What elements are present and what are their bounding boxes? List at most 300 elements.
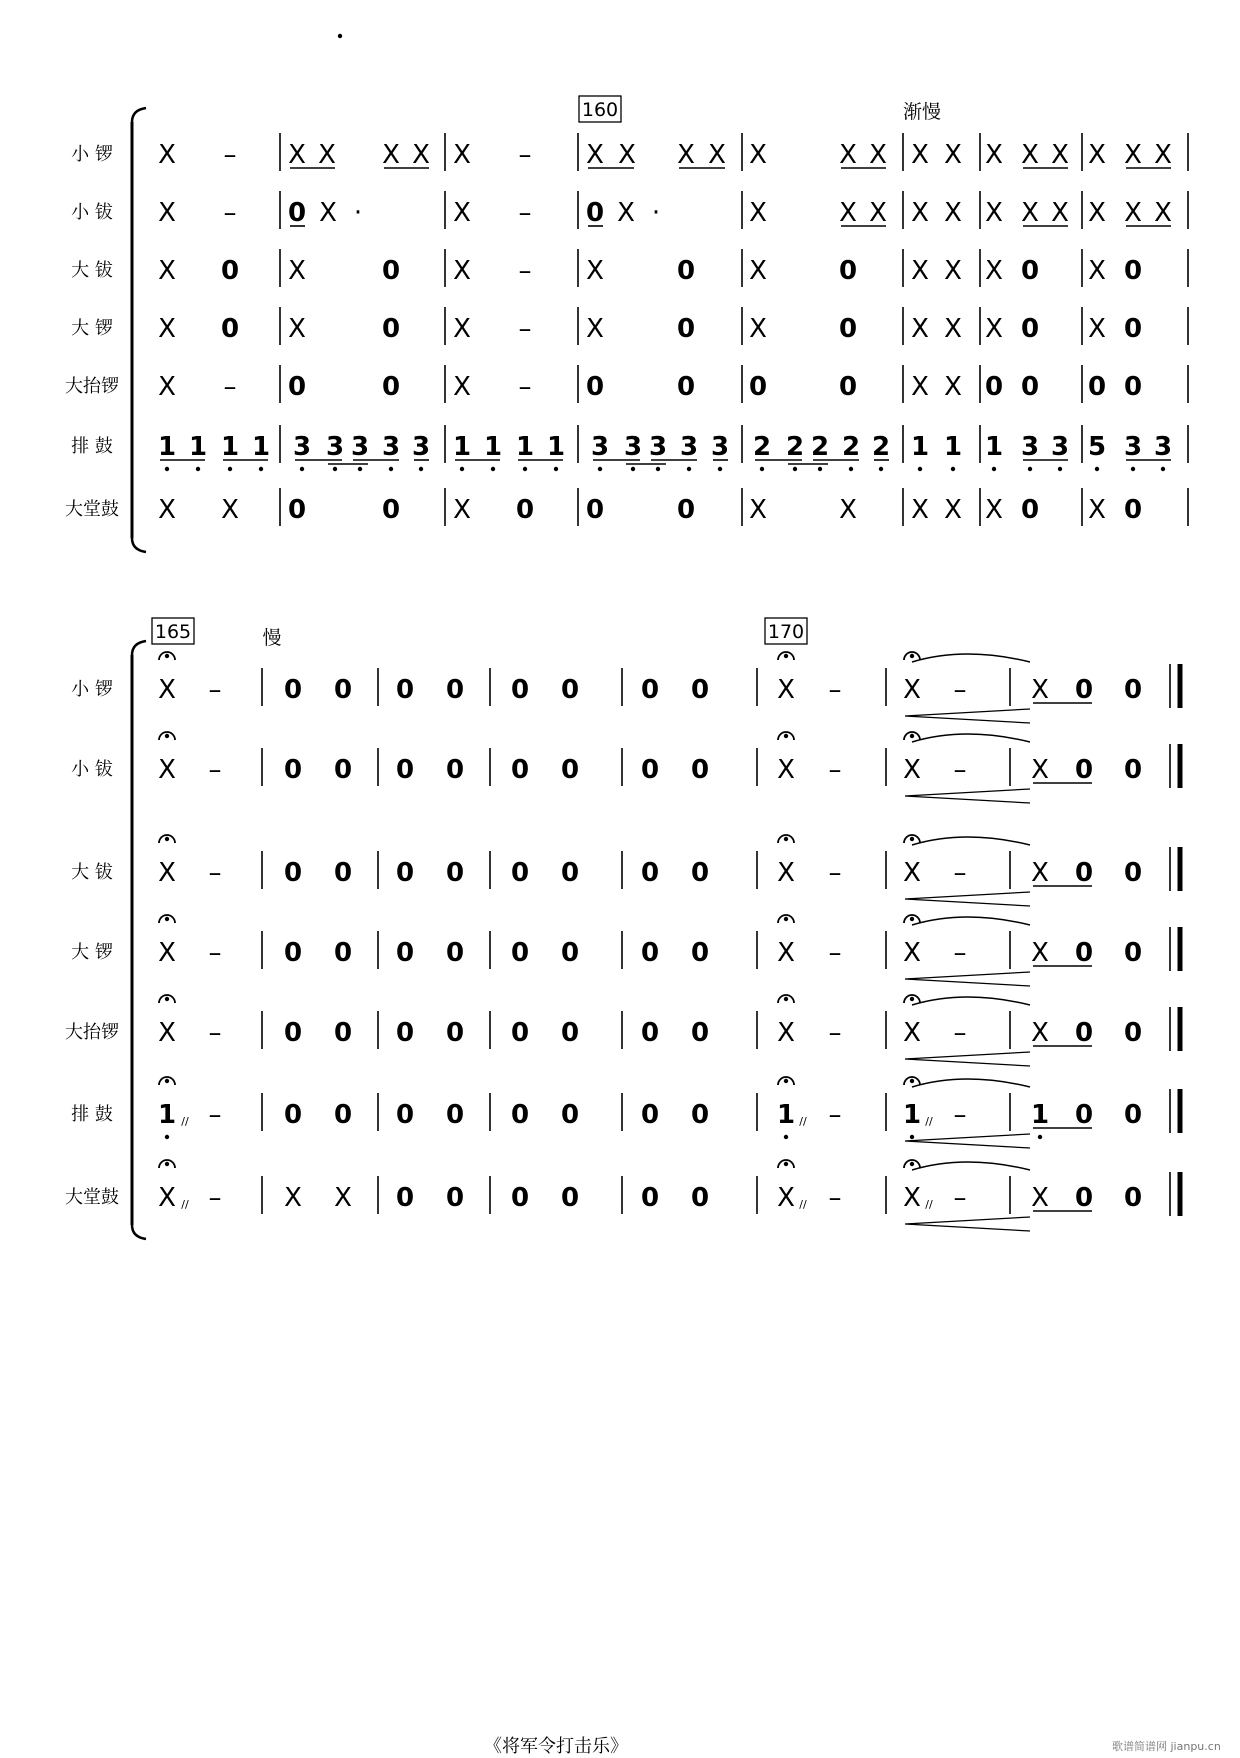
dash-s2-r3-m0: – bbox=[208, 938, 222, 968]
tempo-marking-slow: 慢 bbox=[262, 627, 282, 649]
note-s1-r6-m7-1: 0 bbox=[1123, 495, 1143, 525]
note-s2-r6-m1-a: X bbox=[284, 1183, 302, 1213]
instrument-label-s2-2: 大 钹 bbox=[71, 862, 113, 883]
dash-s2-r5-m6: – bbox=[953, 1100, 967, 1130]
note-s2-r2-m7-c: 0 bbox=[1123, 858, 1143, 888]
note-s2-r6-m5: X bbox=[777, 1183, 795, 1213]
note-s2-r3-m1-b: 0 bbox=[333, 938, 353, 968]
note-s1-r5-m5-1: 1 bbox=[943, 432, 963, 462]
hairpin-s2-r4 bbox=[905, 1052, 1030, 1066]
note-s1-r0-m1-1: X bbox=[318, 140, 336, 170]
note-s1-r5-m5-0: 1 bbox=[910, 432, 930, 462]
tie-s2-r5 bbox=[912, 1079, 1030, 1087]
fermata-s2-r6-m5-dot bbox=[784, 1162, 788, 1166]
note-s2-r4-m2-b: 0 bbox=[445, 1018, 465, 1048]
tie-s2-r2 bbox=[912, 837, 1030, 845]
lower-dot-s1-m6-0 bbox=[992, 467, 996, 471]
note-s1-r3-m2-1: – bbox=[518, 314, 532, 344]
note-s1-r1-m6-0: X bbox=[985, 198, 1003, 228]
footer-title: 《将军令打击乐》 bbox=[484, 1736, 628, 1757]
note-s1-r5-m7-2: 3 bbox=[1153, 432, 1173, 462]
note-s2-r3-m3-b: 0 bbox=[560, 938, 580, 968]
note-s2-r5-m3-a: 0 bbox=[510, 1100, 530, 1130]
note-s1-r5-m1-4: 3 bbox=[411, 432, 431, 462]
note-s1-r2-m3-1: 0 bbox=[676, 256, 696, 286]
fermata-s2-r6-m6-dot bbox=[910, 1162, 914, 1166]
note-s1-r2-m0-0: X bbox=[158, 256, 176, 286]
note-s2-r5-m7-c: 0 bbox=[1123, 1100, 1143, 1130]
note-s2-r6-m2-a: 0 bbox=[395, 1183, 415, 1213]
note-s1-r4-m2-1: – bbox=[518, 372, 532, 402]
note-s2-r4-m1-b: 0 bbox=[333, 1018, 353, 1048]
note-s2-r5-m4-a: 0 bbox=[640, 1100, 660, 1130]
lower-dot-s1-m7-2 bbox=[1161, 467, 1165, 471]
note-s2-r4-m7-a: X bbox=[1031, 1018, 1049, 1048]
note-s1-r4-m1-1: 0 bbox=[381, 372, 401, 402]
note-s1-r1-m5-1: X bbox=[944, 198, 962, 228]
dash-s2-r2-m0: – bbox=[208, 858, 222, 888]
note-s1-r6-m6-0: X bbox=[985, 495, 1003, 525]
note-s2-r3-m1-a: 0 bbox=[283, 938, 303, 968]
dash-s2-r6-m5: – bbox=[828, 1183, 842, 1213]
note-s2-r4-m4-b: 0 bbox=[690, 1018, 710, 1048]
fermata-s2-r2-m6-dot bbox=[910, 837, 914, 841]
note-s1-r5-m3-1: 3 bbox=[623, 432, 643, 462]
note-s1-r5-m4-1: 2 bbox=[785, 432, 805, 462]
note-s1-r0-m3-3: X bbox=[708, 140, 726, 170]
dash-s2-r5-m0: – bbox=[208, 1100, 222, 1130]
note-s2-r0-m3-b: 0 bbox=[560, 675, 580, 705]
note-s1-r4-m5-0: X bbox=[911, 372, 929, 402]
note-s2-r3-m4-a: 0 bbox=[640, 938, 660, 968]
note-s1-r0-m3-1: X bbox=[618, 140, 636, 170]
note-s1-r4-m7-1: 0 bbox=[1123, 372, 1143, 402]
hairpin-s2-r1 bbox=[905, 789, 1030, 803]
note-s1-r3-m7-1: 0 bbox=[1123, 314, 1143, 344]
note-s2-r5-m4-b: 0 bbox=[690, 1100, 710, 1130]
note-s1-r4-m6-0: 0 bbox=[984, 372, 1004, 402]
note-s2-r6-m0: X bbox=[158, 1183, 176, 1213]
note-s2-r0-m7-c: 0 bbox=[1123, 675, 1143, 705]
lower-dot-s1-m4-3 bbox=[849, 467, 853, 471]
system-1-brace-bottom bbox=[132, 538, 146, 552]
fermata-s2-r2-m5-dot bbox=[784, 837, 788, 841]
note-s2-r4-m6: X bbox=[903, 1018, 921, 1048]
note-s1-r1-m6-1: X bbox=[1021, 198, 1039, 228]
note-s1-r5-m6-0: 1 bbox=[984, 432, 1004, 462]
lower-dot-s1-m1-1 bbox=[333, 467, 337, 471]
note-s1-r0-m5-0: X bbox=[911, 140, 929, 170]
note-s1-r0-m0-1: – bbox=[223, 140, 237, 170]
tremolo-s2-r6-m5: // bbox=[799, 1198, 807, 1211]
note-s1-r5-m3-2: 3 bbox=[648, 432, 668, 462]
lower-dot-s1-m7-0 bbox=[1095, 467, 1099, 471]
note-s1-r5-m2-2: 1 bbox=[515, 432, 535, 462]
note-s1-r1-m0-1: – bbox=[223, 198, 237, 228]
note-s1-r6-m4-1: X bbox=[839, 495, 857, 525]
lower-dot-s1-m5-0 bbox=[918, 467, 922, 471]
tremolo-s2-r5-m5: // bbox=[799, 1115, 807, 1128]
note-s1-r3-m0-1: 0 bbox=[220, 314, 240, 344]
note-s2-r2-m0: X bbox=[158, 858, 176, 888]
note-s2-r6-m7-a: X bbox=[1031, 1183, 1049, 1213]
fermata-s2-r3-m0-dot bbox=[165, 917, 169, 921]
note-s2-r5-m2-a: 0 bbox=[395, 1100, 415, 1130]
note-s1-r2-m7-1: 0 bbox=[1123, 256, 1143, 286]
fermata-s2-r4-m5-dot bbox=[784, 997, 788, 1001]
note-s2-r6-m7-c: 0 bbox=[1123, 1183, 1143, 1213]
note-s2-r1-m4-a: 0 bbox=[640, 755, 660, 785]
lower-dot-s1-m1-2 bbox=[358, 467, 362, 471]
note-s2-r2-m3-b: 0 bbox=[560, 858, 580, 888]
note-s2-r1-m3-a: 0 bbox=[510, 755, 530, 785]
note-s1-r5-m6-1: 3 bbox=[1020, 432, 1040, 462]
tremolo-s2-r6-m0: // bbox=[181, 1198, 189, 1211]
note-s1-r1-m4-1: X bbox=[839, 198, 857, 228]
fermata-s2-r4-m0-dot bbox=[165, 997, 169, 1001]
note-s1-r6-m2-0: X bbox=[453, 495, 471, 525]
note-s1-r0-m5-1: X bbox=[944, 140, 962, 170]
note-s1-r1-m1-0: 0 bbox=[287, 198, 307, 228]
note-s1-r6-m5-0: X bbox=[911, 495, 929, 525]
note-s2-r5-m7-b: 0 bbox=[1074, 1100, 1094, 1130]
fermata-s2-r5-m0-dot bbox=[165, 1079, 169, 1083]
note-s1-r2-m0-1: 0 bbox=[220, 256, 240, 286]
dash-s2-r0-m6: – bbox=[953, 675, 967, 705]
note-s1-r3-m3-1: 0 bbox=[676, 314, 696, 344]
lower-dot-s1-m3-3 bbox=[687, 467, 691, 471]
tie-s2-r6 bbox=[912, 1162, 1030, 1170]
note-s1-r0-m1-0: X bbox=[288, 140, 306, 170]
note-s1-r4-m5-1: X bbox=[944, 372, 962, 402]
lower-dot-s1-m2-2 bbox=[523, 467, 527, 471]
note-s2-r3-m2-b: 0 bbox=[445, 938, 465, 968]
note-s1-r4-m6-1: 0 bbox=[1020, 372, 1040, 402]
note-s1-r5-m2-1: 1 bbox=[483, 432, 503, 462]
stray-mark bbox=[338, 34, 342, 38]
note-s2-r2-m7-b: 0 bbox=[1074, 858, 1094, 888]
note-s2-r2-m4-b: 0 bbox=[690, 858, 710, 888]
instrument-label-s1-2: 大 钹 bbox=[71, 260, 113, 281]
lower-dot-s1-m1-0 bbox=[300, 467, 304, 471]
lower-dot-s1-m1-3 bbox=[389, 467, 393, 471]
note-s2-r2-m1-a: 0 bbox=[283, 858, 303, 888]
lower-dot-s1-m3-4 bbox=[718, 467, 722, 471]
dash-s2-r4-m6: – bbox=[953, 1018, 967, 1048]
note-s1-r5-m1-3: 3 bbox=[381, 432, 401, 462]
lower-dot-s2-m6 bbox=[910, 1135, 914, 1139]
note-s2-r5-m2-b: 0 bbox=[445, 1100, 465, 1130]
note-s2-r6-m3-b: 0 bbox=[560, 1183, 580, 1213]
instrument-label-s2-3: 大 锣 bbox=[71, 942, 113, 963]
note-s2-r1-m7-c: 0 bbox=[1123, 755, 1143, 785]
instrument-label-s1-1: 小 钹 bbox=[71, 202, 113, 223]
note-s1-r0-m0-0: X bbox=[158, 140, 176, 170]
instrument-label-s1-3: 大 锣 bbox=[71, 318, 113, 339]
fermata-s2-r1-m6-dot bbox=[910, 734, 914, 738]
note-s1-r4-m0-1: – bbox=[223, 372, 237, 402]
note-s1-r0-m4-2: X bbox=[869, 140, 887, 170]
note-s1-r5-m1-2: 3 bbox=[350, 432, 370, 462]
note-s2-r1-m3-b: 0 bbox=[560, 755, 580, 785]
note-s1-r0-m3-2: X bbox=[677, 140, 695, 170]
lower-dot-s2-m7 bbox=[1038, 1135, 1042, 1139]
instrument-label-s1-5: 排 鼓 bbox=[71, 436, 113, 457]
note-s1-r0-m2-1: – bbox=[518, 140, 532, 170]
note-s2-r4-m0: X bbox=[158, 1018, 176, 1048]
note-s1-r2-m3-0: X bbox=[586, 256, 604, 286]
note-s1-r0-m6-1: X bbox=[1021, 140, 1039, 170]
note-s2-r4-m1-a: 0 bbox=[283, 1018, 303, 1048]
note-s2-r4-m3-a: 0 bbox=[510, 1018, 530, 1048]
note-s1-r5-m3-4: 3 bbox=[710, 432, 730, 462]
note-s1-r5-m2-3: 1 bbox=[546, 432, 566, 462]
instrument-label-s2-5: 排 鼓 bbox=[71, 1104, 113, 1125]
instrument-label-s2-0: 小 锣 bbox=[71, 679, 113, 700]
note-s2-r1-m7-b: 0 bbox=[1074, 755, 1094, 785]
dash-s2-r2-m6: – bbox=[953, 858, 967, 888]
lower-dot-s1-m3-1 bbox=[631, 467, 635, 471]
note-s1-r0-m1-2: X bbox=[382, 140, 400, 170]
lower-dot-s1-m2-3 bbox=[554, 467, 558, 471]
note-s2-r3-m0: X bbox=[158, 938, 176, 968]
note-s1-r0-m2-0: X bbox=[453, 140, 471, 170]
note-s2-r1-m4-b: 0 bbox=[690, 755, 710, 785]
fermata-s2-r3-m6-dot bbox=[910, 917, 914, 921]
note-s2-r4-m2-a: 0 bbox=[395, 1018, 415, 1048]
note-s1-r4-m4-1: 0 bbox=[838, 372, 858, 402]
note-s2-r0-m2-b: 0 bbox=[445, 675, 465, 705]
note-s2-r2-m7-a: X bbox=[1031, 858, 1049, 888]
lower-dot-s1-m1-4 bbox=[419, 467, 423, 471]
note-s1-r5-m0-1: 1 bbox=[188, 432, 208, 462]
note-s2-r5-m1-a: 0 bbox=[283, 1100, 303, 1130]
watermark: 歌谱简谱网 jianpu.cn bbox=[1112, 1740, 1221, 1753]
note-s1-r5-m4-4: 2 bbox=[871, 432, 891, 462]
fermata-s2-r0-m6-dot bbox=[910, 654, 914, 658]
note-s1-r6-m6-1: 0 bbox=[1020, 495, 1040, 525]
note-s2-r6-m4-b: 0 bbox=[690, 1183, 710, 1213]
lower-dot-s1-m0-1 bbox=[196, 467, 200, 471]
hairpin-s2-r6 bbox=[905, 1217, 1030, 1231]
note-s2-r3-m5: X bbox=[777, 938, 795, 968]
note-s2-r1-m1-a: 0 bbox=[283, 755, 303, 785]
note-s2-r5-m7-a: 1 bbox=[1030, 1100, 1050, 1130]
fermata-s2-r0-m5-dot bbox=[784, 654, 788, 658]
note-s1-r3-m1-0: X bbox=[288, 314, 306, 344]
note-s1-r6-m1-0: 0 bbox=[287, 495, 307, 525]
note-s1-r1-m4-0: X bbox=[749, 198, 767, 228]
fermata-s2-r3-m5-dot bbox=[784, 917, 788, 921]
dash-s2-r1-m6: – bbox=[953, 755, 967, 785]
note-s1-r1-m3-2: · bbox=[651, 198, 661, 228]
note-s1-r0-m7-2: X bbox=[1154, 140, 1172, 170]
note-s1-r2-m2-0: X bbox=[453, 256, 471, 286]
dash-s2-r3-m5: – bbox=[828, 938, 842, 968]
note-s2-r1-m1-b: 0 bbox=[333, 755, 353, 785]
fermata-s2-r1-m0-dot bbox=[165, 734, 169, 738]
note-s2-r0-m4-a: 0 bbox=[640, 675, 660, 705]
lower-dot-s1-m0-2 bbox=[228, 467, 232, 471]
instrument-label-s1-0: 小 锣 bbox=[71, 144, 113, 165]
note-s2-r2-m4-a: 0 bbox=[640, 858, 660, 888]
lower-dot-s1-m0-0 bbox=[165, 467, 169, 471]
rehearsal-mark-170: 170 bbox=[767, 621, 805, 643]
note-s2-r0-m6: X bbox=[903, 675, 921, 705]
note-s1-r5-m7-1: 3 bbox=[1123, 432, 1143, 462]
note-s2-r1-m0: X bbox=[158, 755, 176, 785]
note-s1-r5-m1-1: 3 bbox=[325, 432, 345, 462]
note-s1-r1-m7-2: X bbox=[1154, 198, 1172, 228]
note-s1-r5-m4-2: 2 bbox=[810, 432, 830, 462]
note-s1-r3-m6-1: 0 bbox=[1020, 314, 1040, 344]
note-s1-r1-m6-2: X bbox=[1051, 198, 1069, 228]
hairpin-s2-r3 bbox=[905, 972, 1030, 986]
note-s2-r5-m6: 1 bbox=[902, 1100, 922, 1130]
note-s1-r0-m7-0: X bbox=[1088, 140, 1106, 170]
dash-s2-r1-m0: – bbox=[208, 755, 222, 785]
note-s2-r3-m7-a: X bbox=[1031, 938, 1049, 968]
fermata-s2-r2-m0-dot bbox=[165, 837, 169, 841]
note-s2-r1-m5: X bbox=[777, 755, 795, 785]
note-s2-r5-m0: 1 bbox=[157, 1100, 177, 1130]
note-s2-r3-m4-b: 0 bbox=[690, 938, 710, 968]
note-s1-r1-m1-2: · bbox=[353, 198, 363, 228]
dash-s2-r2-m5: – bbox=[828, 858, 842, 888]
lower-dot-s1-m6-1 bbox=[1028, 467, 1032, 471]
note-s1-r6-m0-1: X bbox=[221, 495, 239, 525]
fermata-s2-r4-m6-dot bbox=[910, 997, 914, 1001]
note-s1-r6-m7-0: X bbox=[1088, 495, 1106, 525]
note-s2-r0-m4-b: 0 bbox=[690, 675, 710, 705]
note-s1-r0-m6-2: X bbox=[1051, 140, 1069, 170]
tremolo-s2-r6-m6: // bbox=[925, 1198, 933, 1211]
instrument-label-s2-1: 小 钹 bbox=[71, 759, 113, 780]
note-s2-r1-m2-a: 0 bbox=[395, 755, 415, 785]
dash-s2-r6-m6: – bbox=[953, 1183, 967, 1213]
note-s1-r4-m2-0: X bbox=[453, 372, 471, 402]
note-s1-r0-m3-0: X bbox=[586, 140, 604, 170]
note-s1-r1-m1-1: X bbox=[319, 198, 337, 228]
note-s2-r4-m7-c: 0 bbox=[1123, 1018, 1143, 1048]
instrument-label-s1-4: 大抬锣 bbox=[65, 376, 119, 397]
dash-s2-r3-m6: – bbox=[953, 938, 967, 968]
note-s1-r1-m7-1: X bbox=[1124, 198, 1142, 228]
note-s2-r3-m7-b: 0 bbox=[1074, 938, 1094, 968]
tie-s2-r0 bbox=[912, 654, 1030, 662]
note-s1-r6-m3-1: 0 bbox=[676, 495, 696, 525]
note-s2-r2-m2-b: 0 bbox=[445, 858, 465, 888]
note-s1-r5-m1-0: 3 bbox=[292, 432, 312, 462]
note-s1-r5-m6-2: 3 bbox=[1050, 432, 1070, 462]
note-s1-r2-m1-1: 0 bbox=[381, 256, 401, 286]
note-s1-r1-m0-0: X bbox=[158, 198, 176, 228]
note-s1-r6-m5-1: X bbox=[944, 495, 962, 525]
note-s2-r6-m7-b: 0 bbox=[1074, 1183, 1094, 1213]
lower-dot-s1-m4-0 bbox=[760, 467, 764, 471]
dash-s2-r5-m5: – bbox=[828, 1100, 842, 1130]
note-s2-r0-m1-a: 0 bbox=[283, 675, 303, 705]
tie-s2-r4 bbox=[912, 997, 1030, 1005]
note-s1-r5-m3-0: 3 bbox=[590, 432, 610, 462]
note-s1-r5-m4-3: 2 bbox=[841, 432, 861, 462]
note-s1-r3-m3-0: X bbox=[586, 314, 604, 344]
note-s1-r2-m2-1: – bbox=[518, 256, 532, 286]
note-s2-r5-m5: 1 bbox=[776, 1100, 796, 1130]
note-s1-r1-m3-1: X bbox=[617, 198, 635, 228]
note-s1-r1-m5-0: X bbox=[911, 198, 929, 228]
note-s1-r4-m0-0: X bbox=[158, 372, 176, 402]
note-s2-r2-m6: X bbox=[903, 858, 921, 888]
tremolo-s2-r5-m6: // bbox=[925, 1115, 933, 1128]
note-s2-r6-m2-b: 0 bbox=[445, 1183, 465, 1213]
hairpin-s2-r5 bbox=[905, 1134, 1030, 1148]
note-s2-r0-m5: X bbox=[777, 675, 795, 705]
lower-dot-s1-m0-3 bbox=[259, 467, 263, 471]
note-s1-r6-m3-0: 0 bbox=[585, 495, 605, 525]
note-s2-r6-m3-a: 0 bbox=[510, 1183, 530, 1213]
note-s2-r0-m2-a: 0 bbox=[395, 675, 415, 705]
note-s2-r2-m5: X bbox=[777, 858, 795, 888]
dash-s2-r1-m5: – bbox=[828, 755, 842, 785]
note-s1-r0-m7-1: X bbox=[1124, 140, 1142, 170]
lower-dot-s1-m7-1 bbox=[1131, 467, 1135, 471]
note-s1-r5-m4-0: 2 bbox=[752, 432, 772, 462]
rehearsal-mark-160: 160 bbox=[581, 99, 619, 121]
note-s1-r3-m2-0: X bbox=[453, 314, 471, 344]
fermata-s2-r5-m6-dot bbox=[910, 1079, 914, 1083]
tempo-marking-rit: 渐慢 bbox=[902, 101, 942, 123]
dash-s2-r0-m5: – bbox=[828, 675, 842, 705]
note-s1-r2-m4-1: 0 bbox=[838, 256, 858, 286]
note-s2-r0-m3-a: 0 bbox=[510, 675, 530, 705]
note-s2-r0-m7-b: 0 bbox=[1074, 675, 1094, 705]
fermata-s2-r0-m0-dot bbox=[165, 654, 169, 658]
note-s1-r2-m1-0: X bbox=[288, 256, 306, 286]
note-s1-r1-m2-1: – bbox=[518, 198, 532, 228]
note-s1-r3-m7-0: X bbox=[1088, 314, 1106, 344]
note-s1-r5-m7-0: 5 bbox=[1087, 432, 1107, 462]
note-s1-r1-m7-0: X bbox=[1088, 198, 1106, 228]
note-s1-r4-m3-1: 0 bbox=[676, 372, 696, 402]
note-s1-r5-m0-3: 1 bbox=[251, 432, 271, 462]
note-s1-r1-m2-0: X bbox=[453, 198, 471, 228]
dash-s2-r4-m5: – bbox=[828, 1018, 842, 1048]
lower-dot-s1-m6-2 bbox=[1058, 467, 1062, 471]
fermata-s2-r6-m0-dot bbox=[165, 1162, 169, 1166]
hairpin-s2-r0 bbox=[905, 709, 1030, 723]
note-s1-r2-m5-1: X bbox=[944, 256, 962, 286]
note-s1-r5-m3-3: 3 bbox=[679, 432, 699, 462]
note-s1-r0-m6-0: X bbox=[985, 140, 1003, 170]
note-s1-r2-m6-0: X bbox=[985, 256, 1003, 286]
note-s2-r4-m3-b: 0 bbox=[560, 1018, 580, 1048]
note-s2-r1-m7-a: X bbox=[1031, 755, 1049, 785]
note-s2-r0-m1-b: 0 bbox=[333, 675, 353, 705]
note-s1-r0-m1-3: X bbox=[412, 140, 430, 170]
note-s2-r1-m6: X bbox=[903, 755, 921, 785]
note-s2-r3-m7-c: 0 bbox=[1123, 938, 1143, 968]
note-s2-r3-m3-a: 0 bbox=[510, 938, 530, 968]
lower-dot-s1-m3-0 bbox=[598, 467, 602, 471]
note-s2-r5-m1-b: 0 bbox=[333, 1100, 353, 1130]
note-s1-r5-m0-2: 1 bbox=[220, 432, 240, 462]
note-s1-r3-m6-0: X bbox=[985, 314, 1003, 344]
note-s2-r1-m2-b: 0 bbox=[445, 755, 465, 785]
note-s2-r0-m0: X bbox=[158, 675, 176, 705]
instrument-label-s2-6: 大堂鼓 bbox=[65, 1187, 119, 1208]
fermata-s2-r5-m5-dot bbox=[784, 1079, 788, 1083]
